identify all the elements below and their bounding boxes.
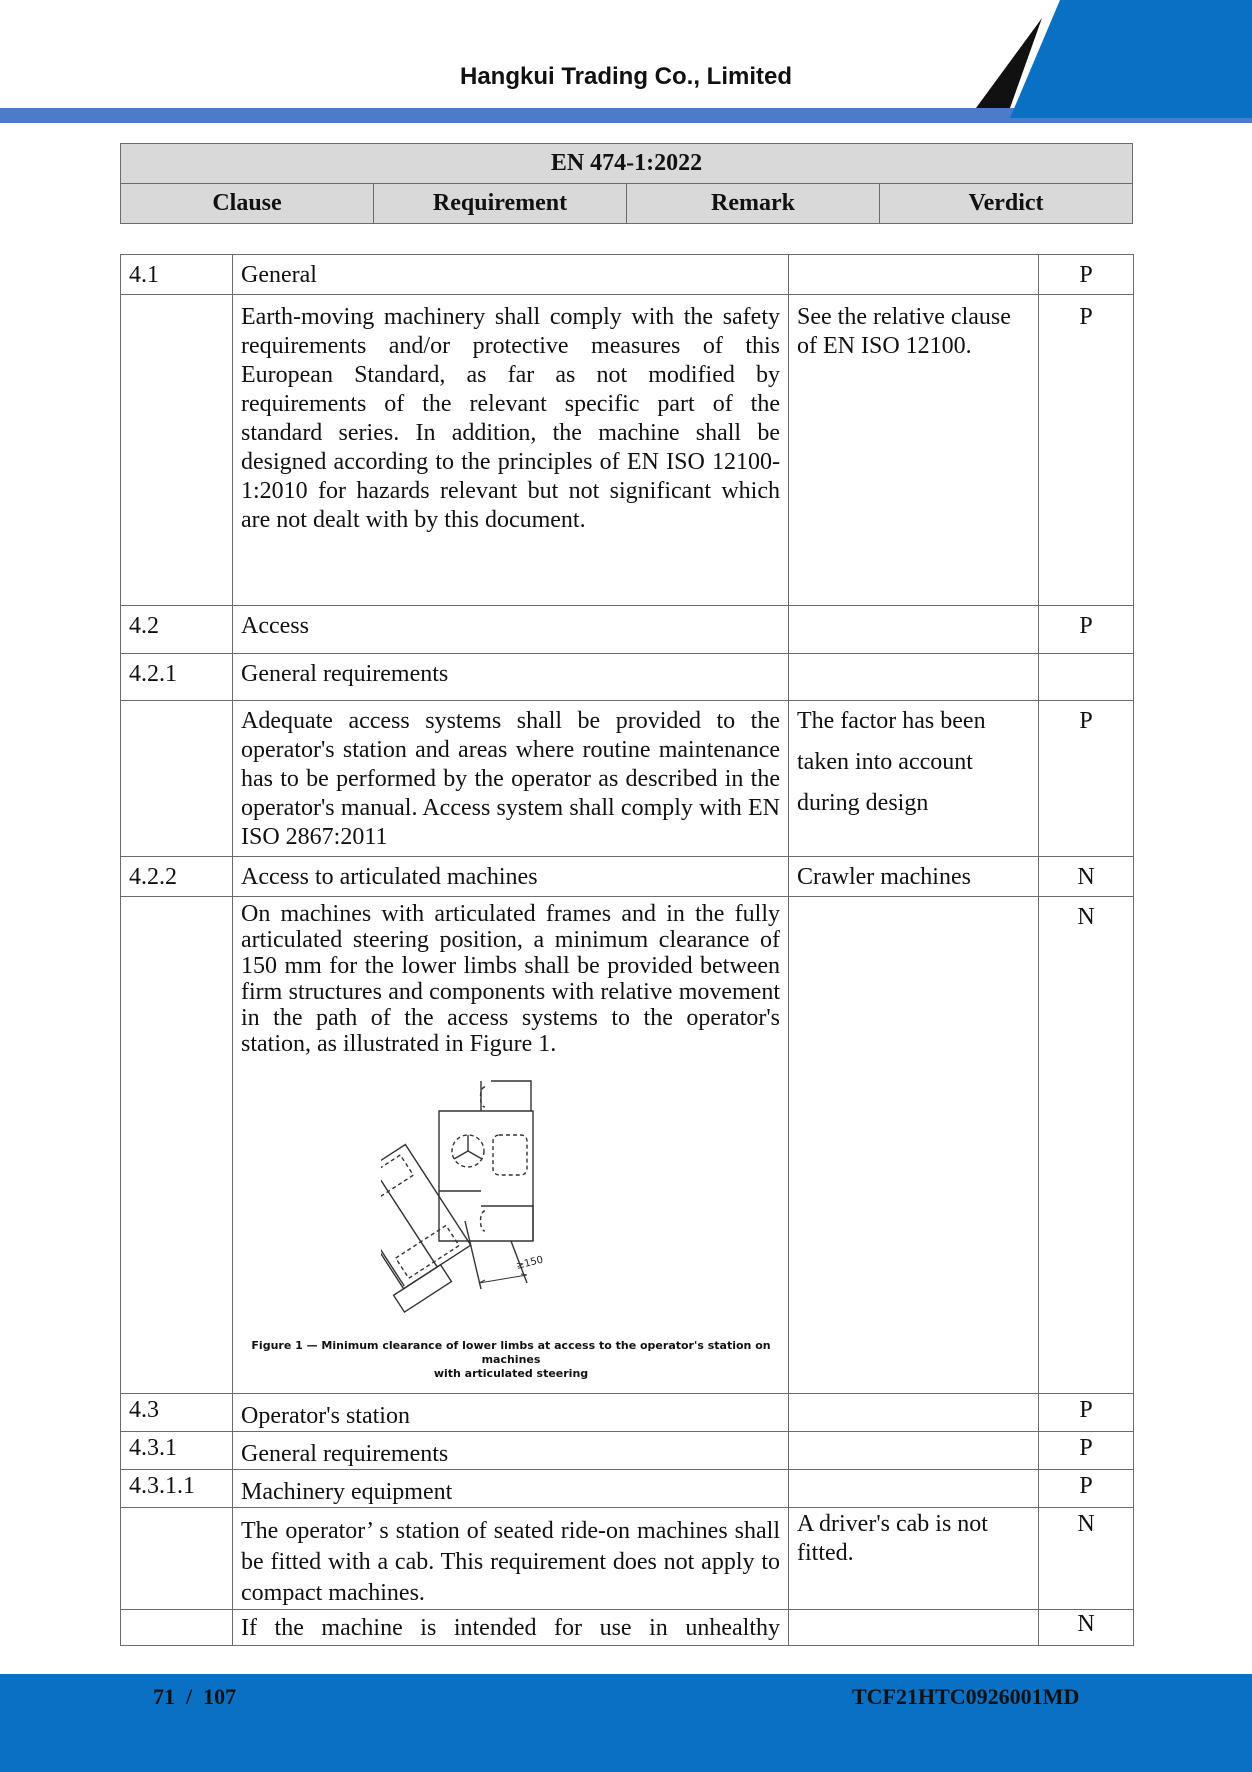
clause-cell: 4.2.1 [121,654,233,701]
remark-cell [789,1610,1039,1646]
clause-cell [121,1508,233,1610]
column-header-requirement: Requirement [374,184,627,224]
remark-cell: A driver's cab is not fitted. [789,1508,1039,1610]
remark-cell: The factor has been taken into account during design [789,701,1039,857]
document-code: TCF21HTC0926001MD [852,1684,1080,1709]
table-header [120,143,1133,224]
table-row [121,1508,1134,1610]
verdict-cell [1039,654,1134,701]
figure-caption [241,1339,781,1381]
requirement-cell: On machines with articulated frames and in the fully articulated steering position, a minimum clearance of 150 mm for the lower limbs shall be provided between firm structures and components with relative movement in the path of the access systems to the operator's station, as illustrated in Figure 1. [241,901,780,1057]
requirements-table [120,254,1134,1646]
column-header-verdict: Verdict [880,184,1133,224]
clause-cell [121,295,233,606]
articulated-clearance-drawing [381,1071,641,1331]
table-row [121,255,1134,295]
dimension-label: ≥150 [515,1254,545,1272]
remark-cell [789,606,1039,654]
verdict-cell: N [1039,897,1134,1394]
verdict-cell: N [1039,1508,1134,1610]
table-row [121,1394,1134,1432]
table-row [121,1610,1134,1646]
requirement-cell: The operator’ s station of seated ride-on machines shall be fitted with a cab. This requirement does not apply to compact machines. [233,1508,789,1610]
verdict-cell: N [1039,857,1134,897]
requirement-cell: Operator's station [233,1394,789,1432]
requirement-cell: Adequate access systems shall be provided to the operator's station and areas where routine maintenance has to be performed by the operator as described in the operator's manual. Access system shall comply with EN ISO 2867:2011 [233,701,789,857]
remark-cell [789,1470,1039,1508]
column-header-clause: Clause [121,184,374,224]
remark-cell [789,897,1039,1394]
requirement-cell: If the machine is intended for use in unhealthy [233,1610,789,1646]
page-number: 71 / 107 [153,1684,237,1709]
requirement-cell: Access to articulated machines [233,857,789,897]
requirement-cell: Machinery equipment [233,1470,789,1508]
clause-cell: 4.2.2 [121,857,233,897]
verdict-cell: P [1039,1394,1134,1432]
requirement-cell: Earth-moving machinery shall comply with the safety requirements and/or protective measures of this European Standard, as far as not modified by requirements of the relevant specific part of the standard series. In addition, the machine shall be designed according to the principles of EN ISO 12100-1:2010 for hazards relevant but not significant which are not dealt with by this document. [233,295,789,606]
figure-caption-line-2: with articulated steering [433,1367,589,1380]
clause-cell: 4.1 [121,255,233,295]
figure-caption-line-1: Figure 1 — Minimum clearance of lower limbs at access to the operator's station on machines [251,1339,771,1366]
table-row [121,1470,1134,1508]
verdict-cell: P [1039,255,1134,295]
clause-cell: 4.3.1.1 [121,1470,233,1508]
verdict-cell: P [1039,1470,1134,1508]
requirement-cell: General requirements [233,1432,789,1470]
corner-decoration [970,0,1252,123]
requirement-cell: General [233,255,789,295]
standard-title: EN 474-1:2022 [121,144,1133,184]
clause-cell [121,897,233,1394]
clause-cell: 4.3 [121,1394,233,1432]
table-row [121,857,1134,897]
remark-cell [789,1394,1039,1432]
company-title: Hangkui Trading Co., Limited [459,63,792,90]
remark-cell [789,255,1039,295]
verdict-cell: N [1039,1610,1134,1646]
table-row [121,701,1134,857]
verdict-cell: P [1039,701,1134,857]
requirement-cell: Access [233,606,789,654]
verdict-cell: P [1039,1432,1134,1470]
clause-cell: 4.2 [121,606,233,654]
column-header-remark: Remark [627,184,880,224]
table-row [121,897,1134,1394]
remark-cell: See the relative clause of EN ISO 12100. [789,295,1039,606]
requirement-cell: General requirements [233,654,789,701]
remark-cell: Crawler machines [789,857,1039,897]
clause-cell [121,1610,233,1646]
table-row [121,1432,1134,1470]
table-row [121,654,1134,701]
table-row [121,295,1134,606]
figure-1 [241,1071,780,1393]
clause-cell: 4.3.1 [121,1432,233,1470]
clause-cell [121,701,233,857]
verdict-cell: P [1039,295,1134,606]
verdict-cell: P [1039,606,1134,654]
table-row [121,606,1134,654]
remark-cell [789,1432,1039,1470]
remark-cell [789,654,1039,701]
